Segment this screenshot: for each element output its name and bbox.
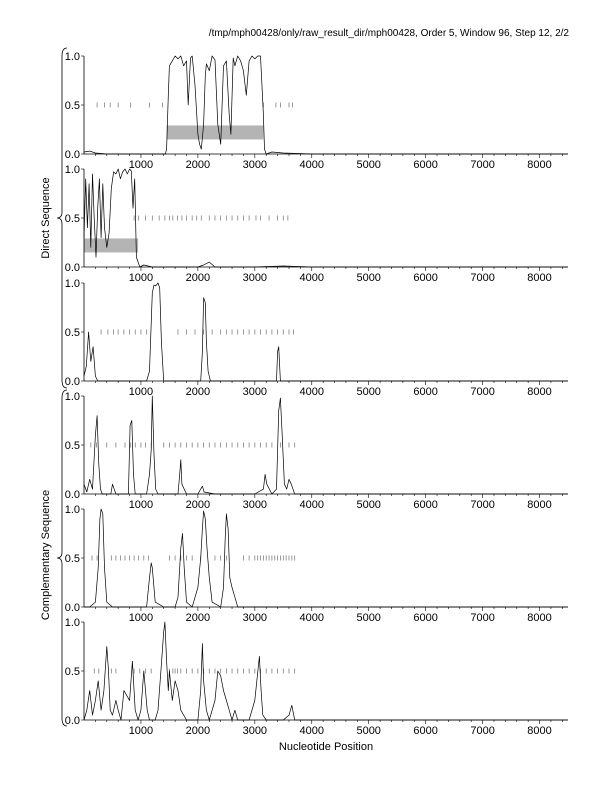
y-tick-label: 0.0	[64, 149, 80, 161]
x-tick-label: 2000	[185, 499, 211, 511]
complementary-sequence-label: Complementary Sequence	[40, 489, 52, 621]
coding-potential-line	[84, 283, 568, 381]
x-tick-label: 2000	[185, 725, 211, 737]
x-tick-label: 2000	[185, 272, 211, 284]
x-tick-label: 5000	[356, 272, 381, 284]
x-tick-label: 7000	[470, 499, 495, 511]
x-axis-label: Nucleotide Position	[278, 741, 374, 753]
x-tick-label: 7000	[470, 612, 495, 624]
panel-complementary-frame-3	[65, 617, 568, 737]
x-tick-label: 2000	[185, 612, 211, 624]
x-tick-label: 4000	[299, 725, 325, 737]
x-tick-label: 3000	[242, 725, 268, 737]
y-tick-label: 0.0	[64, 262, 80, 274]
x-tick-label: 7000	[470, 272, 495, 284]
x-tick-label: 3000	[242, 272, 268, 284]
x-tick-label: 8000	[527, 159, 552, 171]
chart-title: /tmp/mph00428/only/raw_result_dir/mph00428, Order 5, Window 96, Step 12, 2/2	[208, 28, 569, 39]
panel-direct-frame-3	[65, 278, 568, 398]
gene-region-bar	[167, 125, 264, 139]
x-tick-label: 5000	[356, 725, 381, 737]
x-tick-label: 1000	[128, 272, 154, 284]
x-tick-label: 5000	[356, 499, 381, 511]
y-tick-label: 1.0	[64, 391, 80, 403]
y-tick-label: 0.5	[64, 100, 80, 112]
x-tick-label: 1000	[128, 612, 154, 624]
x-tick-label: 8000	[527, 725, 552, 737]
x-tick-label: 5000	[356, 159, 381, 171]
y-tick-label: 0.0	[64, 376, 80, 388]
x-tick-label: 4000	[299, 499, 325, 511]
coding-potential-line	[84, 622, 568, 720]
panel-direct-frame-1	[65, 51, 568, 171]
y-tick-label: 0.0	[64, 489, 80, 501]
x-tick-label: 2000	[185, 159, 211, 171]
x-tick-label: 7000	[470, 159, 495, 171]
x-tick-label: 7000	[470, 725, 495, 737]
y-tick-label: 0.5	[64, 440, 80, 452]
x-tick-label: 4000	[299, 612, 325, 624]
coding-potential-line	[84, 169, 568, 267]
y-tick-label: 1.0	[64, 617, 80, 629]
coding-potential-line	[84, 396, 568, 494]
y-tick-label: 1.0	[64, 164, 80, 176]
x-tick-label: 6000	[413, 499, 438, 511]
panel-direct-frame-2	[65, 164, 568, 284]
x-tick-label: 1000	[128, 725, 154, 737]
direct-sequence-label: Direct Sequence	[40, 177, 52, 259]
panel-complementary-frame-1	[65, 391, 568, 511]
x-tick-label: 2000	[185, 386, 211, 398]
y-tick-label: 0.0	[64, 715, 80, 727]
x-tick-label: 6000	[413, 725, 438, 737]
x-tick-label: 6000	[413, 272, 438, 284]
panels	[65, 51, 568, 737]
x-tick-label: 7000	[470, 386, 495, 398]
x-tick-label: 8000	[527, 386, 552, 398]
x-tick-label: 6000	[413, 612, 438, 624]
x-tick-label: 3000	[242, 386, 268, 398]
x-tick-label: 6000	[413, 159, 438, 171]
y-tick-label: 1.0	[64, 51, 80, 63]
coding-potential-line	[84, 509, 568, 607]
x-tick-label: 3000	[242, 159, 268, 171]
y-tick-label: 0.5	[64, 553, 80, 565]
y-tick-label: 0.0	[64, 602, 80, 614]
y-tick-label: 0.5	[64, 213, 80, 225]
x-tick-label: 1000	[128, 386, 154, 398]
coding-potential-line	[84, 56, 568, 154]
x-tick-label: 1000	[128, 499, 154, 511]
panel-complementary-frame-2	[65, 504, 568, 624]
x-tick-label: 5000	[356, 612, 381, 624]
x-tick-label: 3000	[242, 499, 268, 511]
y-tick-label: 1.0	[64, 278, 80, 290]
x-tick-label: 8000	[527, 612, 552, 624]
x-tick-label: 5000	[356, 386, 381, 398]
x-tick-label: 6000	[413, 386, 438, 398]
y-tick-label: 0.5	[64, 666, 80, 678]
x-tick-label: 1000	[128, 159, 154, 171]
x-tick-label: 4000	[299, 159, 325, 171]
y-tick-label: 0.5	[64, 327, 80, 339]
x-tick-label: 4000	[299, 386, 325, 398]
x-tick-label: 4000	[299, 272, 325, 284]
y-tick-label: 1.0	[64, 504, 80, 516]
x-tick-label: 3000	[242, 612, 268, 624]
x-tick-label: 8000	[527, 272, 552, 284]
x-tick-label: 8000	[527, 499, 552, 511]
gene-region-bar	[84, 238, 138, 252]
